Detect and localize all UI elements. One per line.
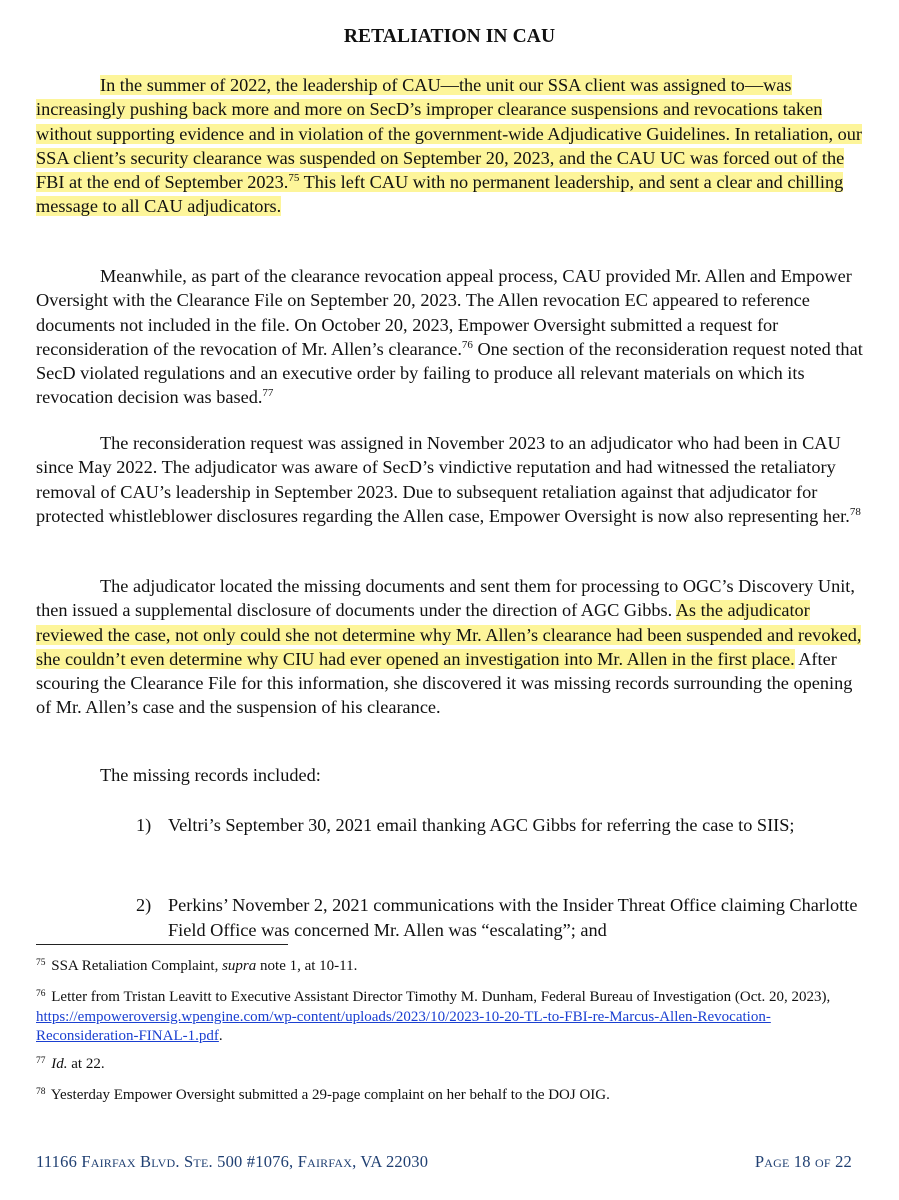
paragraph-appeal-process: Meanwhile, as part of the clearance revocation appeal process, CAU provided Mr. Allen and Empower Oversight with the Clearance File on September 20, 2023. The Allen revocation EC appeared to reference documents not included in the file. On October 20, 2023, Empower Oversight submitted a request for reconsideration of the revocation of Mr. Allen’s clearance.$^{76}$ One section of the reconsideration request noted that SecD violated regulations and an executive order by failing to produce all relevant materials on which its revocation decision was based.$^{77}$: [36, 266, 863, 408]
footnote-ref-76[interactable]: 76: [461, 338, 473, 351]
list-number: 2): [136, 895, 152, 916]
footnote-ref-75[interactable]: 75: [288, 172, 300, 185]
footnote-76: $^{76}$ Letter from Tristan Leavitt to Executive Assistant Director Timothy M. Dunham, Federal Bureau of Investigation (Oct. 20, 2023), https://empoweroversig.wpengine.com/wp-content/uploads/2023/10/2023-10-20-TL-to-FBI-re-Marcus-Allen-Revocation-Reconsideration-FINAL-1.pdf.: [36, 989, 831, 1044]
paragraph-reconsideration: The reconsideration request was assigned in November 2023 to an adjudicator who had been in CAU since May 2022. The adjudicator was aware of SecD’s vindictive reputation and had witnessed the retaliatory removal of CAU’s leadership in September 2023. Due to subsequent retaliation against that adjudicator for protected whistleblower disclosures regarding the Allen case, Empower Oversight is now also representing her.$^{78}$: [36, 433, 861, 526]
list-item-text: Perkins’ November 2, 2021 communications with the Insider Threat Office claiming Charlotte Field Office was concerned Mr. Allen was “escalating”; and: [168, 895, 858, 940]
footnote-ref-78[interactable]: 78: [849, 505, 861, 518]
footnote-77: $^{77}$ Id. at 22.: [36, 1056, 105, 1072]
list-number: 1): [136, 815, 152, 835]
footnote-78: $^{78}$ Yesterday Empower Oversight submitted a 29-page complaint on her behalf to the DOJ OIG.: [36, 1087, 610, 1103]
footnote-divider: [36, 944, 288, 945]
paragraph-missing-records-intro: The missing records included:: [100, 765, 321, 785]
list-item: [136, 893, 888, 942]
footnote-75: $^{75}$ SSA Retaliation Complaint, supra note 1, at 10-11.: [36, 958, 358, 974]
paragraph-retaliation: [36, 73, 866, 219]
footnote-link[interactable]: https://empoweroversig.wpengine.com/wp-content/uploads/2023/10/2023-10-20-TL-to-FBI-re-Marcus-Allen-Revocation-Reconsideration-FINAL-1.pdf: [36, 1008, 771, 1044]
footnote-ref-77[interactable]: 77: [262, 387, 274, 400]
list-item: [136, 813, 888, 837]
footer-page-number: Page 18 of 22: [754, 1152, 852, 1171]
footer-address: 11166 Fairfax Blvd. Ste. 500 #1076, Fairfax, VA 22030: [36, 1152, 429, 1171]
highlighted-text: As the adjudicator reviewed the case, not only could she not determine why Mr. Allen’s clearance had been suspended and revoked, she couldn’t even determine why CIU had ever opened an investigation into Mr. Allen in the first place.: [36, 600, 862, 669]
section-heading: RETALIATION IN CAU: [343, 26, 556, 47]
highlighted-text: In the summer of 2022, the leadership of CAU—the unit our SSA client was assigned to—was increasingly pushing back more and more on SecD’s improper clearance suspensions and revocations taken without supporting evidence and in violation of the government-wide Adjudicative Guidelines. In retaliation, our SSA client’s security clearance was suspended on September 20, 2023, and the CAU UC was forced out of the FBI at the end of September 2023.75 This left CAU with no permanent leadership, and sent a clear and chilling message to all CAU adjudicators.: [36, 75, 863, 217]
list-item-text: Veltri’s September 30, 2021 email thanking AGC Gibbs for referring the case to SIIS;: [168, 815, 795, 835]
paragraph-missing-documents: The adjudicator located the missing documents and sent them for processing to OGC’s Discovery Unit, then issued a supplemental disclosure of documents under the direction of AGC Gibbs. As the adjudicator reviewed the case, not only could she not determine why Mr. Allen’s clearance had been suspended and revoked, she couldn’t even determine why CIU had ever opened an investigation into Mr. Allen in the first place. After scouring the Clearance File for this information, she discovered it was missing records surrounding the opening of Mr. Allen’s case and the suspension of his clearance.: [36, 576, 862, 718]
